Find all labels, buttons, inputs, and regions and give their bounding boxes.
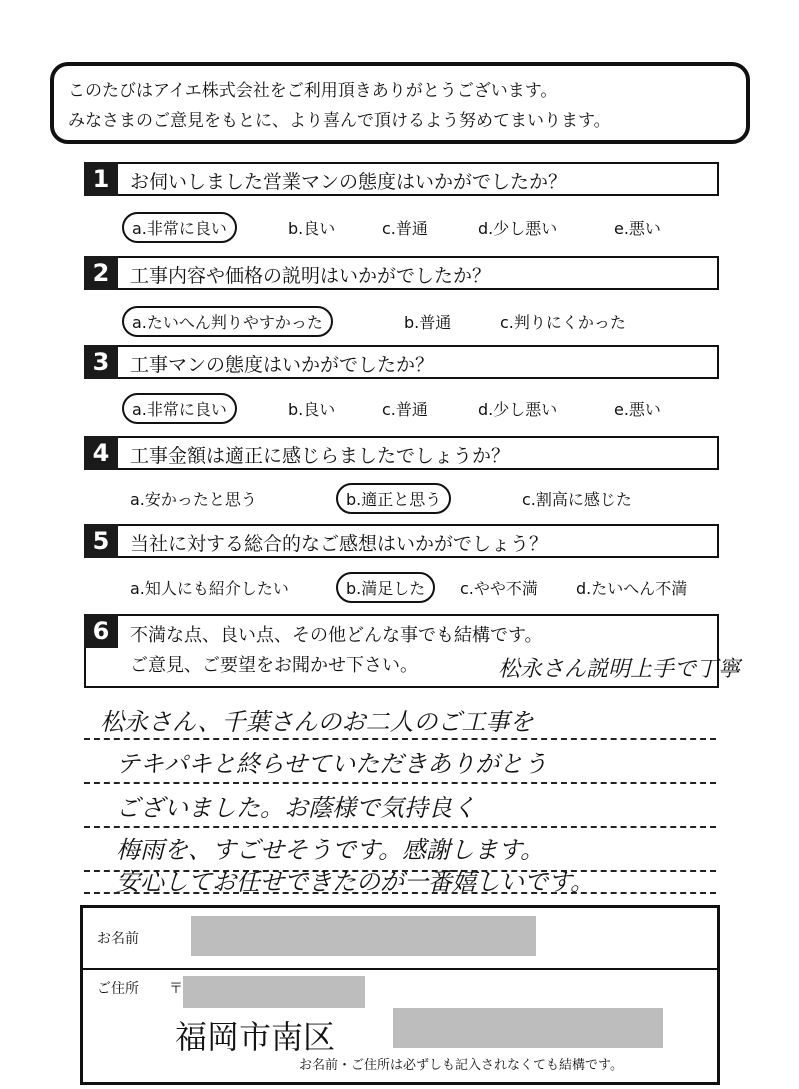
question-2-text: 工事内容や価格の説明はいかがでしたか？ <box>130 265 492 287</box>
handwritten-inline-comment: 松永さん説明上手で丁寧 <box>498 657 741 682</box>
handwritten-line-1: 松永さん、千葉さんのお二人のご工事を <box>100 708 534 736</box>
intro-line-2: みなさまのご意見をもとに、より喜んで頂けるよう努めてまいります。 <box>68 111 611 131</box>
question-5-text: 当社に対する総合的なご感想はいかがでしょう？ <box>130 533 549 555</box>
q3-option-b[interactable]: b.良い <box>288 400 336 419</box>
question-1-text: お伺いしました営業マンの態度はいかがでしたか？ <box>130 171 568 193</box>
q4-option-c[interactable]: c.割高に感じた <box>522 490 632 509</box>
q5-option-c[interactable]: c.やや不満 <box>460 579 538 598</box>
q3-option-e[interactable]: e.悪い <box>614 400 661 419</box>
name-redacted-field[interactable] <box>191 916 536 956</box>
q2-option-b[interactable]: b.普通 <box>404 313 452 332</box>
handwritten-line-4: 梅雨を、すごせそうです。感謝します。 <box>116 836 545 864</box>
question-1-number: 1 <box>84 162 118 196</box>
q4-option-b[interactable]: b.適正と思う <box>336 483 451 514</box>
handwritten-line-5: 安心してお任せできたのが一番嬉しいです。 <box>116 868 595 896</box>
q2-option-a[interactable]: a.たいへん判りやすかった <box>122 306 333 337</box>
postal-mark: 〒 <box>169 981 183 997</box>
q5-option-b[interactable]: b.満足した <box>336 572 435 603</box>
question-6-text <box>130 621 543 681</box>
intro-box <box>50 62 750 144</box>
postal-code-redacted[interactable] <box>183 976 365 1008</box>
question-1-bar <box>84 162 719 196</box>
q3-option-d[interactable]: d.少し悪い <box>478 400 558 419</box>
comment-dash-line <box>84 826 716 828</box>
question-4-bar <box>84 436 719 470</box>
q1-option-d[interactable]: d.少し悪い <box>478 219 558 238</box>
optional-entry-note: お名前・ご住所は必ずしも記入されなくても結構です。 <box>299 1058 623 1073</box>
comment-dash-line <box>84 738 716 740</box>
handwritten-line-2: テキパキと終らせていただきありがとう <box>116 750 548 778</box>
question-4-text: 工事金額は適正に感じらましたでしょうか？ <box>130 445 511 467</box>
question-3-text: 工事マンの態度はいかがでしたか？ <box>130 354 435 376</box>
q1-option-b[interactable]: b.良い <box>288 219 336 238</box>
intro-line-1: このたびはアイエ株式会社をご利用頂きありがとうございます。 <box>68 81 558 101</box>
q3-option-a[interactable]: a.非常に良い <box>122 393 237 424</box>
address-redacted-field[interactable] <box>393 1008 663 1048</box>
form-divider <box>83 968 717 970</box>
q5-option-d[interactable]: d.たいへん不満 <box>576 579 688 598</box>
q5-option-a[interactable]: a.知人にも紹介したい <box>130 579 289 598</box>
name-label: お名前 <box>97 931 139 947</box>
question-6-line-1: 不満な点、良い点、その他どんな事でも結構です。 <box>130 625 543 646</box>
q2-option-c[interactable]: c.判りにくかった <box>500 313 626 332</box>
question-5-number: 5 <box>84 524 118 558</box>
q4-option-a[interactable]: a.安かったと思う <box>130 490 257 509</box>
question-6-number: 6 <box>84 614 118 648</box>
q1-option-e[interactable]: e.悪い <box>614 219 661 238</box>
q1-option-c[interactable]: c.普通 <box>382 219 428 238</box>
handwritten-line-3: ございました。お蔭様で気持良く <box>116 794 476 822</box>
q1-option-a[interactable]: a.非常に良い <box>122 212 237 243</box>
q3-option-c[interactable]: c.普通 <box>382 400 428 419</box>
comment-dash-line <box>84 782 716 784</box>
question-4-number: 4 <box>84 436 118 470</box>
address-label: ご住所 <box>97 981 139 997</box>
address-handwritten: 福岡市南区 <box>175 1018 336 1056</box>
contact-form-box <box>80 905 720 1085</box>
question-5-bar <box>84 524 719 558</box>
question-3-bar <box>84 345 719 379</box>
question-2-number: 2 <box>84 256 118 290</box>
question-6-line-2: ご意見、ご要望をお聞かせ下さい。 <box>130 655 418 676</box>
question-2-bar <box>84 256 719 290</box>
question-3-number: 3 <box>84 345 118 379</box>
